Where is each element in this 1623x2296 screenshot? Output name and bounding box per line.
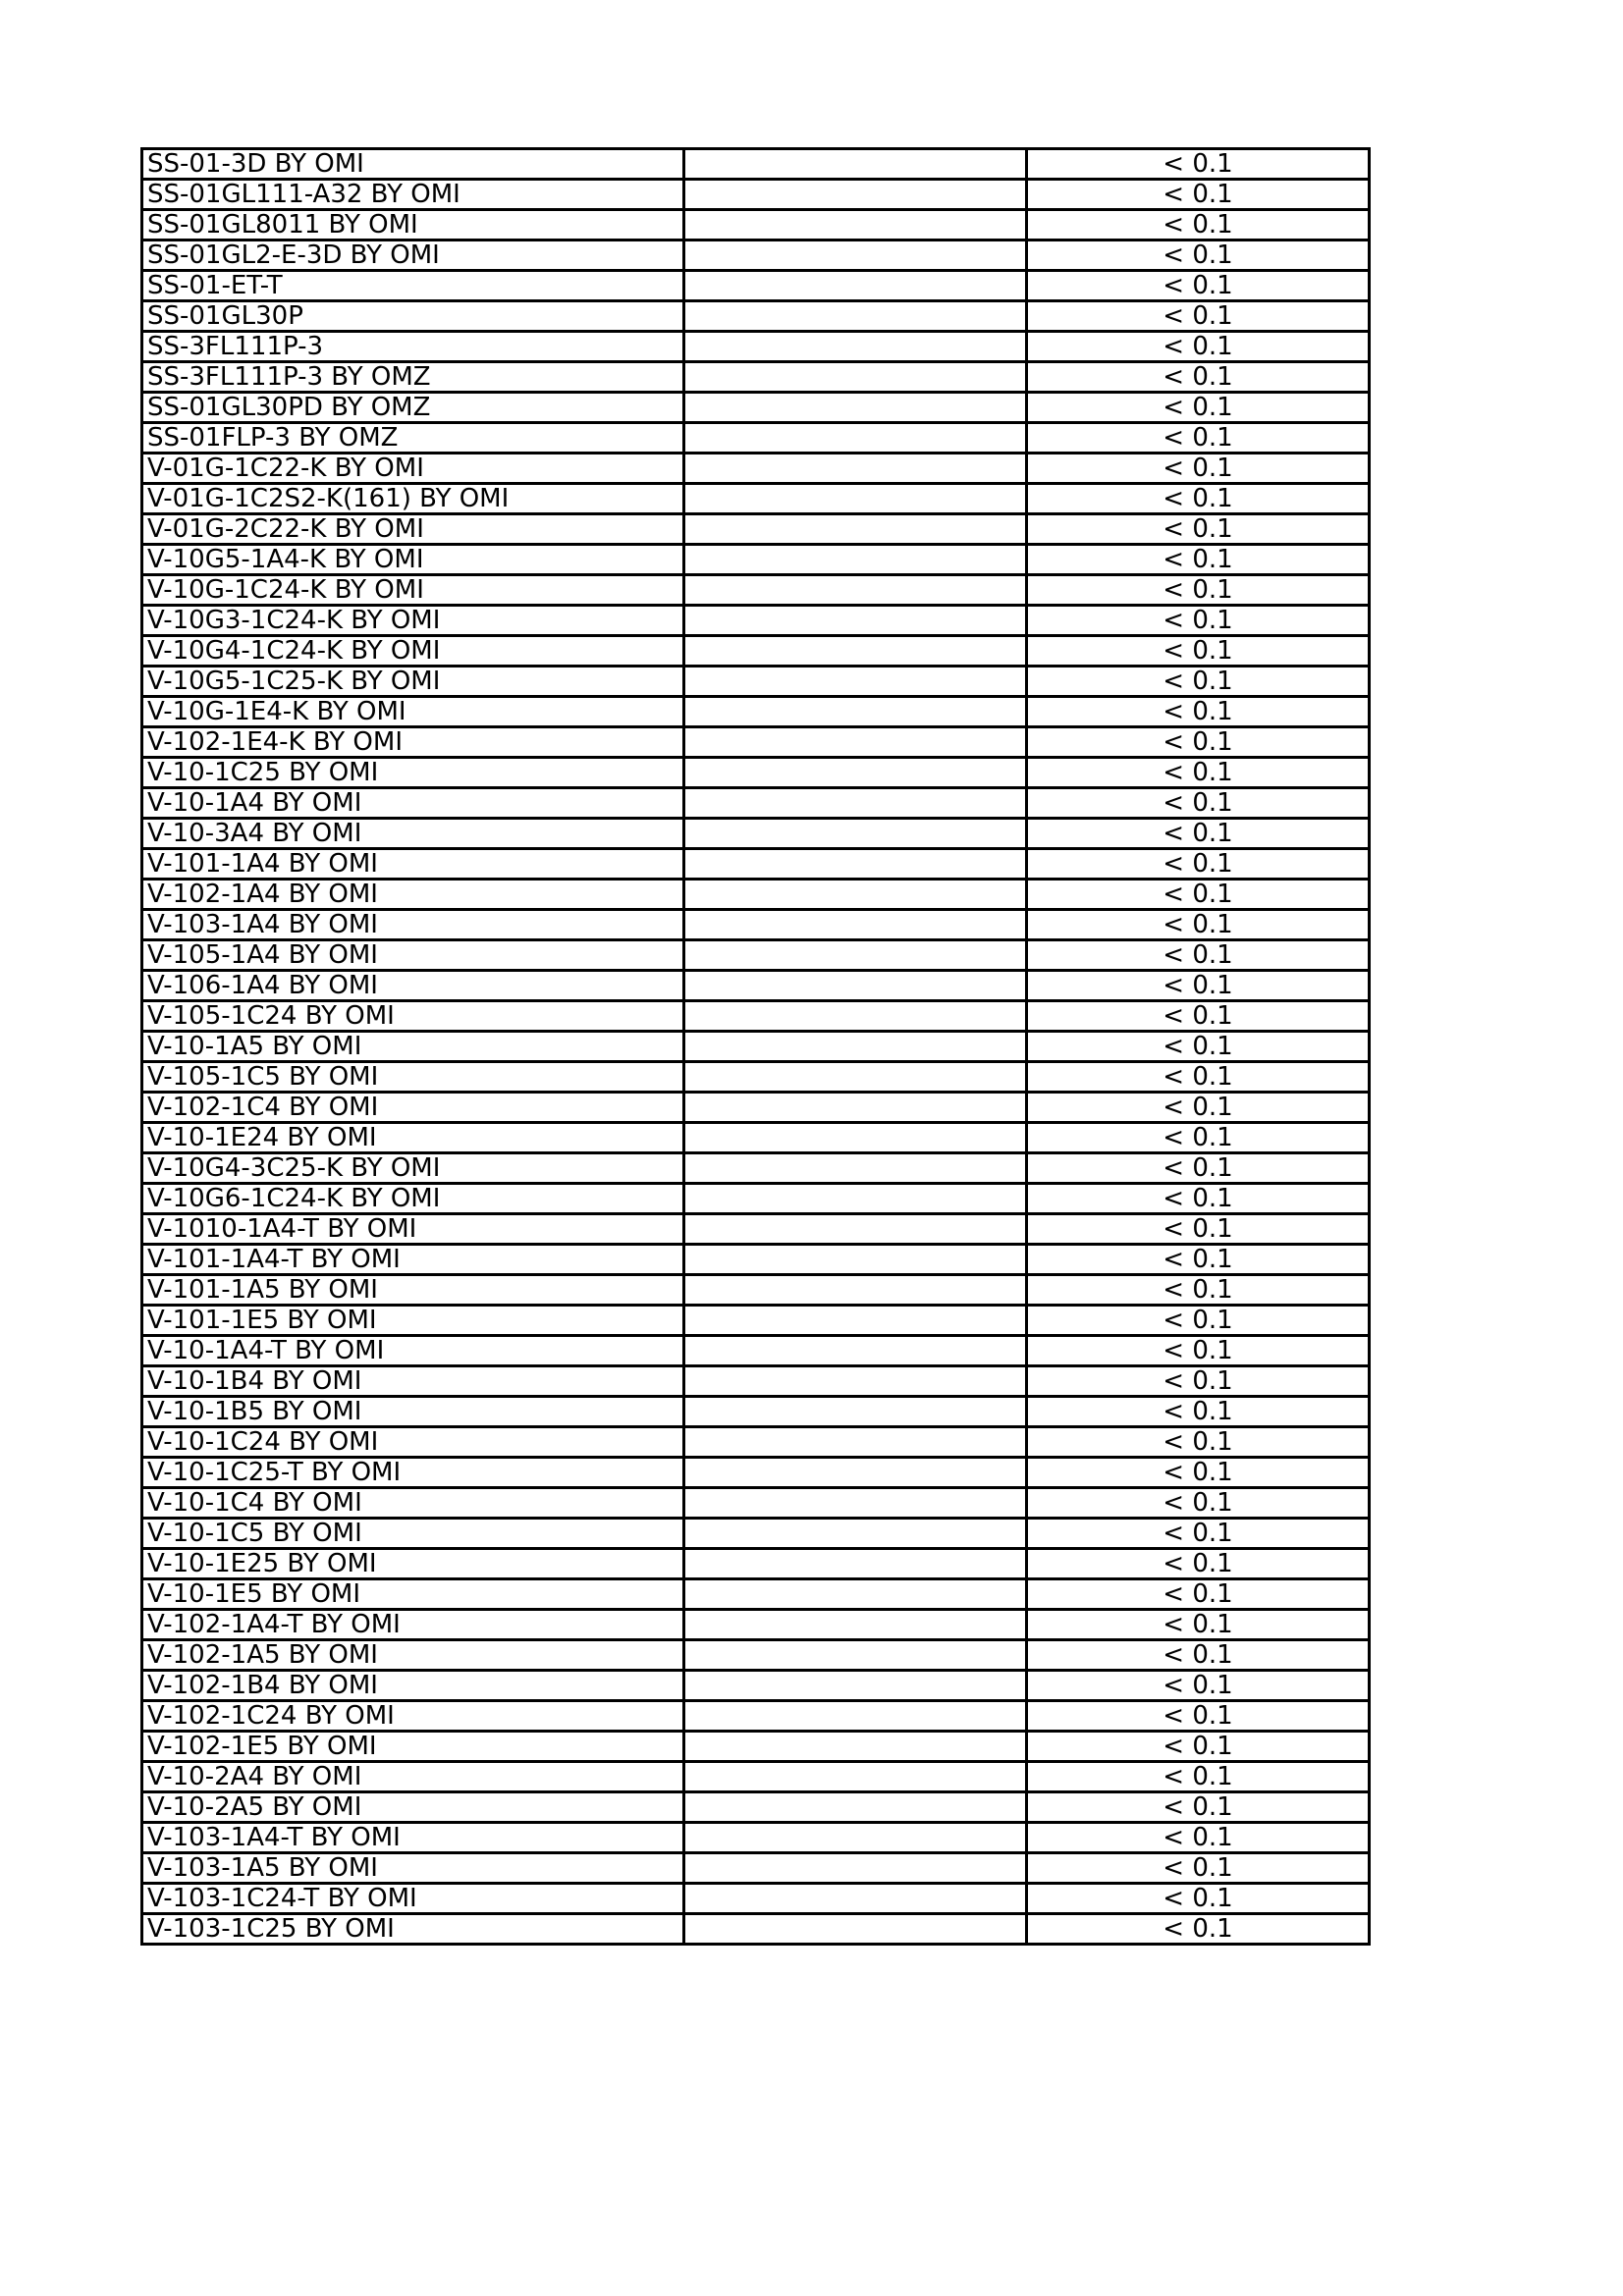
cell-empty	[684, 697, 1027, 727]
table-row	[142, 1610, 1370, 1640]
table-row	[142, 1458, 1370, 1488]
cell-product-name: V-10-1B4 BY OMI	[142, 1366, 684, 1397]
cell-product-name: V-102-1E4-K BY OMI	[142, 727, 684, 758]
table-row	[142, 393, 1370, 423]
cell-product-name: V-01G-2C22-K BY OMI	[142, 514, 684, 545]
cell-empty	[684, 423, 1027, 454]
cell-product-name: V-102-1A5 BY OMI	[142, 1640, 684, 1671]
cell-empty	[684, 1701, 1027, 1732]
cell-empty	[684, 1458, 1027, 1488]
table-row	[142, 575, 1370, 606]
cell-empty	[684, 1275, 1027, 1306]
cell-value: < 0.1	[1027, 332, 1370, 362]
table-row	[142, 301, 1370, 332]
cell-empty	[684, 1488, 1027, 1519]
cell-product-name: V-10-1B5 BY OMI	[142, 1397, 684, 1427]
cell-value: < 0.1	[1027, 1792, 1370, 1823]
cell-value: < 0.1	[1027, 514, 1370, 545]
table-row	[142, 758, 1370, 788]
cell-value: < 0.1	[1027, 788, 1370, 819]
cell-empty	[684, 393, 1027, 423]
cell-product-name: SS-3FL111P-3 BY OMZ	[142, 362, 684, 393]
cell-empty	[684, 667, 1027, 697]
cell-value: < 0.1	[1027, 1214, 1370, 1245]
cell-value: < 0.1	[1027, 301, 1370, 332]
cell-value: < 0.1	[1027, 1701, 1370, 1732]
cell-product-name: V-103-1A4 BY OMI	[142, 910, 684, 940]
table-row	[142, 1701, 1370, 1732]
table-row	[142, 454, 1370, 484]
table-row	[142, 1062, 1370, 1093]
cell-empty	[684, 1671, 1027, 1701]
table-row	[142, 1245, 1370, 1275]
cell-value: < 0.1	[1027, 180, 1370, 210]
cell-empty	[684, 1762, 1027, 1792]
cell-empty	[684, 1884, 1027, 1914]
cell-value: < 0.1	[1027, 1884, 1370, 1914]
cell-empty	[684, 301, 1027, 332]
cell-empty	[684, 1640, 1027, 1671]
cell-empty	[684, 1062, 1027, 1093]
cell-product-name: V-10G6-1C24-K BY OMI	[142, 1184, 684, 1214]
cell-value: < 0.1	[1027, 1093, 1370, 1123]
cell-empty	[684, 940, 1027, 971]
cell-empty	[684, 484, 1027, 514]
cell-value: < 0.1	[1027, 1427, 1370, 1458]
cell-value: < 0.1	[1027, 1397, 1370, 1427]
cell-value: < 0.1	[1027, 1914, 1370, 1945]
cell-empty	[684, 210, 1027, 240]
cell-empty	[684, 332, 1027, 362]
cell-product-name: SS-01GL8011 BY OMI	[142, 210, 684, 240]
cell-value: < 0.1	[1027, 880, 1370, 910]
cell-empty	[684, 362, 1027, 393]
cell-product-name: V-103-1C25 BY OMI	[142, 1914, 684, 1945]
cell-empty	[684, 606, 1027, 636]
table-row	[142, 1306, 1370, 1336]
table-row	[142, 667, 1370, 697]
cell-empty	[684, 758, 1027, 788]
cell-product-name: V-10-1C4 BY OMI	[142, 1488, 684, 1519]
cell-value: < 0.1	[1027, 393, 1370, 423]
cell-empty	[684, 545, 1027, 575]
cell-product-name: SS-01GL30PD BY OMZ	[142, 393, 684, 423]
cell-empty	[684, 1093, 1027, 1123]
cell-empty	[684, 454, 1027, 484]
table-row	[142, 1427, 1370, 1458]
cell-value: < 0.1	[1027, 1336, 1370, 1366]
cell-value: < 0.1	[1027, 1671, 1370, 1701]
cell-product-name: SS-01-3D BY OMI	[142, 149, 684, 180]
cell-product-name: V-102-1A4 BY OMI	[142, 880, 684, 910]
table-row	[142, 149, 1370, 180]
cell-product-name: V-101-1A4-T BY OMI	[142, 1245, 684, 1275]
cell-value: < 0.1	[1027, 575, 1370, 606]
table-row	[142, 636, 1370, 667]
table-row	[142, 697, 1370, 727]
cell-empty	[684, 1792, 1027, 1823]
table-body	[142, 149, 1370, 1945]
table-row	[142, 1579, 1370, 1610]
table-row	[142, 1792, 1370, 1823]
cell-empty	[684, 514, 1027, 545]
cell-product-name: V-10-1C5 BY OMI	[142, 1519, 684, 1549]
table-row	[142, 1123, 1370, 1153]
cell-product-name: V-105-1A4 BY OMI	[142, 940, 684, 971]
cell-value: < 0.1	[1027, 423, 1370, 454]
table-row	[142, 210, 1370, 240]
cell-product-name: V-10-2A4 BY OMI	[142, 1762, 684, 1792]
cell-empty	[684, 1853, 1027, 1884]
cell-value: < 0.1	[1027, 606, 1370, 636]
cell-value: < 0.1	[1027, 1001, 1370, 1032]
table-row	[142, 819, 1370, 849]
cell-product-name: SS-01GL2-E-3D BY OMI	[142, 240, 684, 271]
cell-product-name: V-103-1C24-T BY OMI	[142, 1884, 684, 1914]
table-row	[142, 1823, 1370, 1853]
cell-product-name: V-10-1C25 BY OMI	[142, 758, 684, 788]
cell-value: < 0.1	[1027, 484, 1370, 514]
cell-value: < 0.1	[1027, 758, 1370, 788]
table-row	[142, 1336, 1370, 1366]
table-row	[142, 910, 1370, 940]
cell-empty	[684, 727, 1027, 758]
cell-value: < 0.1	[1027, 727, 1370, 758]
cell-product-name: V-10-2A5 BY OMI	[142, 1792, 684, 1823]
cell-product-name: V-101-1A5 BY OMI	[142, 1275, 684, 1306]
table-row	[142, 1001, 1370, 1032]
table-row	[142, 849, 1370, 880]
table-row	[142, 1366, 1370, 1397]
cell-product-name: V-10-3A4 BY OMI	[142, 819, 684, 849]
cell-empty	[684, 1032, 1027, 1062]
cell-value: < 0.1	[1027, 271, 1370, 301]
table-row	[142, 332, 1370, 362]
cell-product-name: V-101-1A4 BY OMI	[142, 849, 684, 880]
table-row	[142, 1153, 1370, 1184]
cell-empty	[684, 788, 1027, 819]
cell-empty	[684, 180, 1027, 210]
table-row	[142, 1640, 1370, 1671]
cell-value: < 0.1	[1027, 636, 1370, 667]
cell-empty	[684, 1306, 1027, 1336]
cell-value: < 0.1	[1027, 1062, 1370, 1093]
cell-value: < 0.1	[1027, 1579, 1370, 1610]
table-row	[142, 1732, 1370, 1762]
table-row	[142, 1519, 1370, 1549]
table-row	[142, 423, 1370, 454]
table-row	[142, 1397, 1370, 1427]
cell-value: < 0.1	[1027, 1458, 1370, 1488]
table-row	[142, 1671, 1370, 1701]
table-row	[142, 1488, 1370, 1519]
cell-value: < 0.1	[1027, 1762, 1370, 1792]
table-row	[142, 1214, 1370, 1245]
table-row	[142, 484, 1370, 514]
cell-empty	[684, 880, 1027, 910]
table-row	[142, 545, 1370, 575]
cell-product-name: SS-01GL111-A32 BY OMI	[142, 180, 684, 210]
cell-product-name: V-10G5-1C25-K BY OMI	[142, 667, 684, 697]
cell-value: < 0.1	[1027, 545, 1370, 575]
cell-product-name: SS-01FLP-3 BY OMZ	[142, 423, 684, 454]
cell-product-name: V-10-1A4-T BY OMI	[142, 1336, 684, 1366]
cell-product-name: V-10G5-1A4-K BY OMI	[142, 545, 684, 575]
data-table	[140, 147, 1371, 1946]
cell-empty	[684, 271, 1027, 301]
cell-product-name: SS-01-ET-T	[142, 271, 684, 301]
cell-value: < 0.1	[1027, 240, 1370, 271]
cell-product-name: V-106-1A4 BY OMI	[142, 971, 684, 1001]
cell-empty	[684, 910, 1027, 940]
cell-empty	[684, 636, 1027, 667]
cell-value: < 0.1	[1027, 210, 1370, 240]
cell-empty	[684, 1336, 1027, 1366]
cell-product-name: SS-01GL30P	[142, 301, 684, 332]
cell-value: < 0.1	[1027, 667, 1370, 697]
table-row	[142, 240, 1370, 271]
cell-empty	[684, 1427, 1027, 1458]
table-row	[142, 1275, 1370, 1306]
cell-empty	[684, 149, 1027, 180]
cell-product-name: V-105-1C5 BY OMI	[142, 1062, 684, 1093]
cell-product-name: V-01G-1C22-K BY OMI	[142, 454, 684, 484]
cell-product-name: V-01G-1C2S2-K(161) BY OMI	[142, 484, 684, 514]
cell-empty	[684, 1001, 1027, 1032]
cell-value: < 0.1	[1027, 1032, 1370, 1062]
table-row	[142, 971, 1370, 1001]
table-row	[142, 880, 1370, 910]
table-row	[142, 788, 1370, 819]
cell-empty	[684, 1914, 1027, 1945]
cell-product-name: V-10G3-1C24-K BY OMI	[142, 606, 684, 636]
cell-empty	[684, 1519, 1027, 1549]
cell-empty	[684, 1123, 1027, 1153]
cell-value: < 0.1	[1027, 1823, 1370, 1853]
cell-empty	[684, 1823, 1027, 1853]
cell-product-name: V-10G4-3C25-K BY OMI	[142, 1153, 684, 1184]
cell-value: < 0.1	[1027, 1184, 1370, 1214]
cell-product-name: SS-3FL111P-3	[142, 332, 684, 362]
table-row	[142, 1853, 1370, 1884]
cell-product-name: V-102-1B4 BY OMI	[142, 1671, 684, 1701]
cell-product-name: V-10-1C24 BY OMI	[142, 1427, 684, 1458]
cell-empty	[684, 1245, 1027, 1275]
cell-empty	[684, 1397, 1027, 1427]
table-row	[142, 1914, 1370, 1945]
cell-value: < 0.1	[1027, 1519, 1370, 1549]
cell-empty	[684, 1549, 1027, 1579]
cell-product-name: V-102-1A4-T BY OMI	[142, 1610, 684, 1640]
cell-empty	[684, 971, 1027, 1001]
cell-value: < 0.1	[1027, 697, 1370, 727]
table-row	[142, 180, 1370, 210]
table-row	[142, 1184, 1370, 1214]
table-row	[142, 1093, 1370, 1123]
table-row	[142, 606, 1370, 636]
cell-empty	[684, 819, 1027, 849]
cell-value: < 0.1	[1027, 819, 1370, 849]
cell-value: < 0.1	[1027, 1245, 1370, 1275]
cell-value: < 0.1	[1027, 362, 1370, 393]
cell-value: < 0.1	[1027, 1275, 1370, 1306]
cell-value: < 0.1	[1027, 1306, 1370, 1336]
cell-value: < 0.1	[1027, 971, 1370, 1001]
cell-empty	[684, 240, 1027, 271]
cell-empty	[684, 1184, 1027, 1214]
cell-product-name: V-10-1A4 BY OMI	[142, 788, 684, 819]
cell-value: < 0.1	[1027, 1732, 1370, 1762]
cell-product-name: V-103-1A5 BY OMI	[142, 1853, 684, 1884]
table-row	[142, 727, 1370, 758]
table-row	[142, 514, 1370, 545]
cell-value: < 0.1	[1027, 1853, 1370, 1884]
cell-product-name: V-10-1E24 BY OMI	[142, 1123, 684, 1153]
cell-value: < 0.1	[1027, 940, 1370, 971]
cell-product-name: V-10-1E25 BY OMI	[142, 1549, 684, 1579]
cell-product-name: V-102-1C4 BY OMI	[142, 1093, 684, 1123]
cell-empty	[684, 1153, 1027, 1184]
cell-value: < 0.1	[1027, 1366, 1370, 1397]
table-row	[142, 362, 1370, 393]
table-row	[142, 1884, 1370, 1914]
cell-product-name: V-102-1C24 BY OMI	[142, 1701, 684, 1732]
cell-product-name: V-10-1A5 BY OMI	[142, 1032, 684, 1062]
cell-value: < 0.1	[1027, 1549, 1370, 1579]
cell-empty	[684, 1214, 1027, 1245]
cell-empty	[684, 575, 1027, 606]
table-row	[142, 1032, 1370, 1062]
cell-value: < 0.1	[1027, 1153, 1370, 1184]
cell-product-name: V-10G4-1C24-K BY OMI	[142, 636, 684, 667]
cell-product-name: V-105-1C24 BY OMI	[142, 1001, 684, 1032]
cell-value: < 0.1	[1027, 910, 1370, 940]
cell-product-name: V-102-1E5 BY OMI	[142, 1732, 684, 1762]
cell-product-name: V-10-1E5 BY OMI	[142, 1579, 684, 1610]
cell-empty	[684, 1366, 1027, 1397]
cell-product-name: V-1010-1A4-T BY OMI	[142, 1214, 684, 1245]
cell-value: < 0.1	[1027, 1488, 1370, 1519]
cell-value: < 0.1	[1027, 1123, 1370, 1153]
cell-product-name: V-103-1A4-T BY OMI	[142, 1823, 684, 1853]
cell-value: < 0.1	[1027, 849, 1370, 880]
cell-value: < 0.1	[1027, 1640, 1370, 1671]
table-row	[142, 271, 1370, 301]
cell-product-name: V-10-1C25-T BY OMI	[142, 1458, 684, 1488]
cell-value: < 0.1	[1027, 454, 1370, 484]
cell-empty	[684, 1579, 1027, 1610]
table-row	[142, 940, 1370, 971]
cell-empty	[684, 849, 1027, 880]
cell-product-name: V-101-1E5 BY OMI	[142, 1306, 684, 1336]
cell-value: < 0.1	[1027, 1610, 1370, 1640]
cell-value: < 0.1	[1027, 149, 1370, 180]
cell-product-name: V-10G-1C24-K BY OMI	[142, 575, 684, 606]
table-row	[142, 1762, 1370, 1792]
cell-empty	[684, 1732, 1027, 1762]
table-row	[142, 1549, 1370, 1579]
cell-product-name: V-10G-1E4-K BY OMI	[142, 697, 684, 727]
cell-empty	[684, 1610, 1027, 1640]
